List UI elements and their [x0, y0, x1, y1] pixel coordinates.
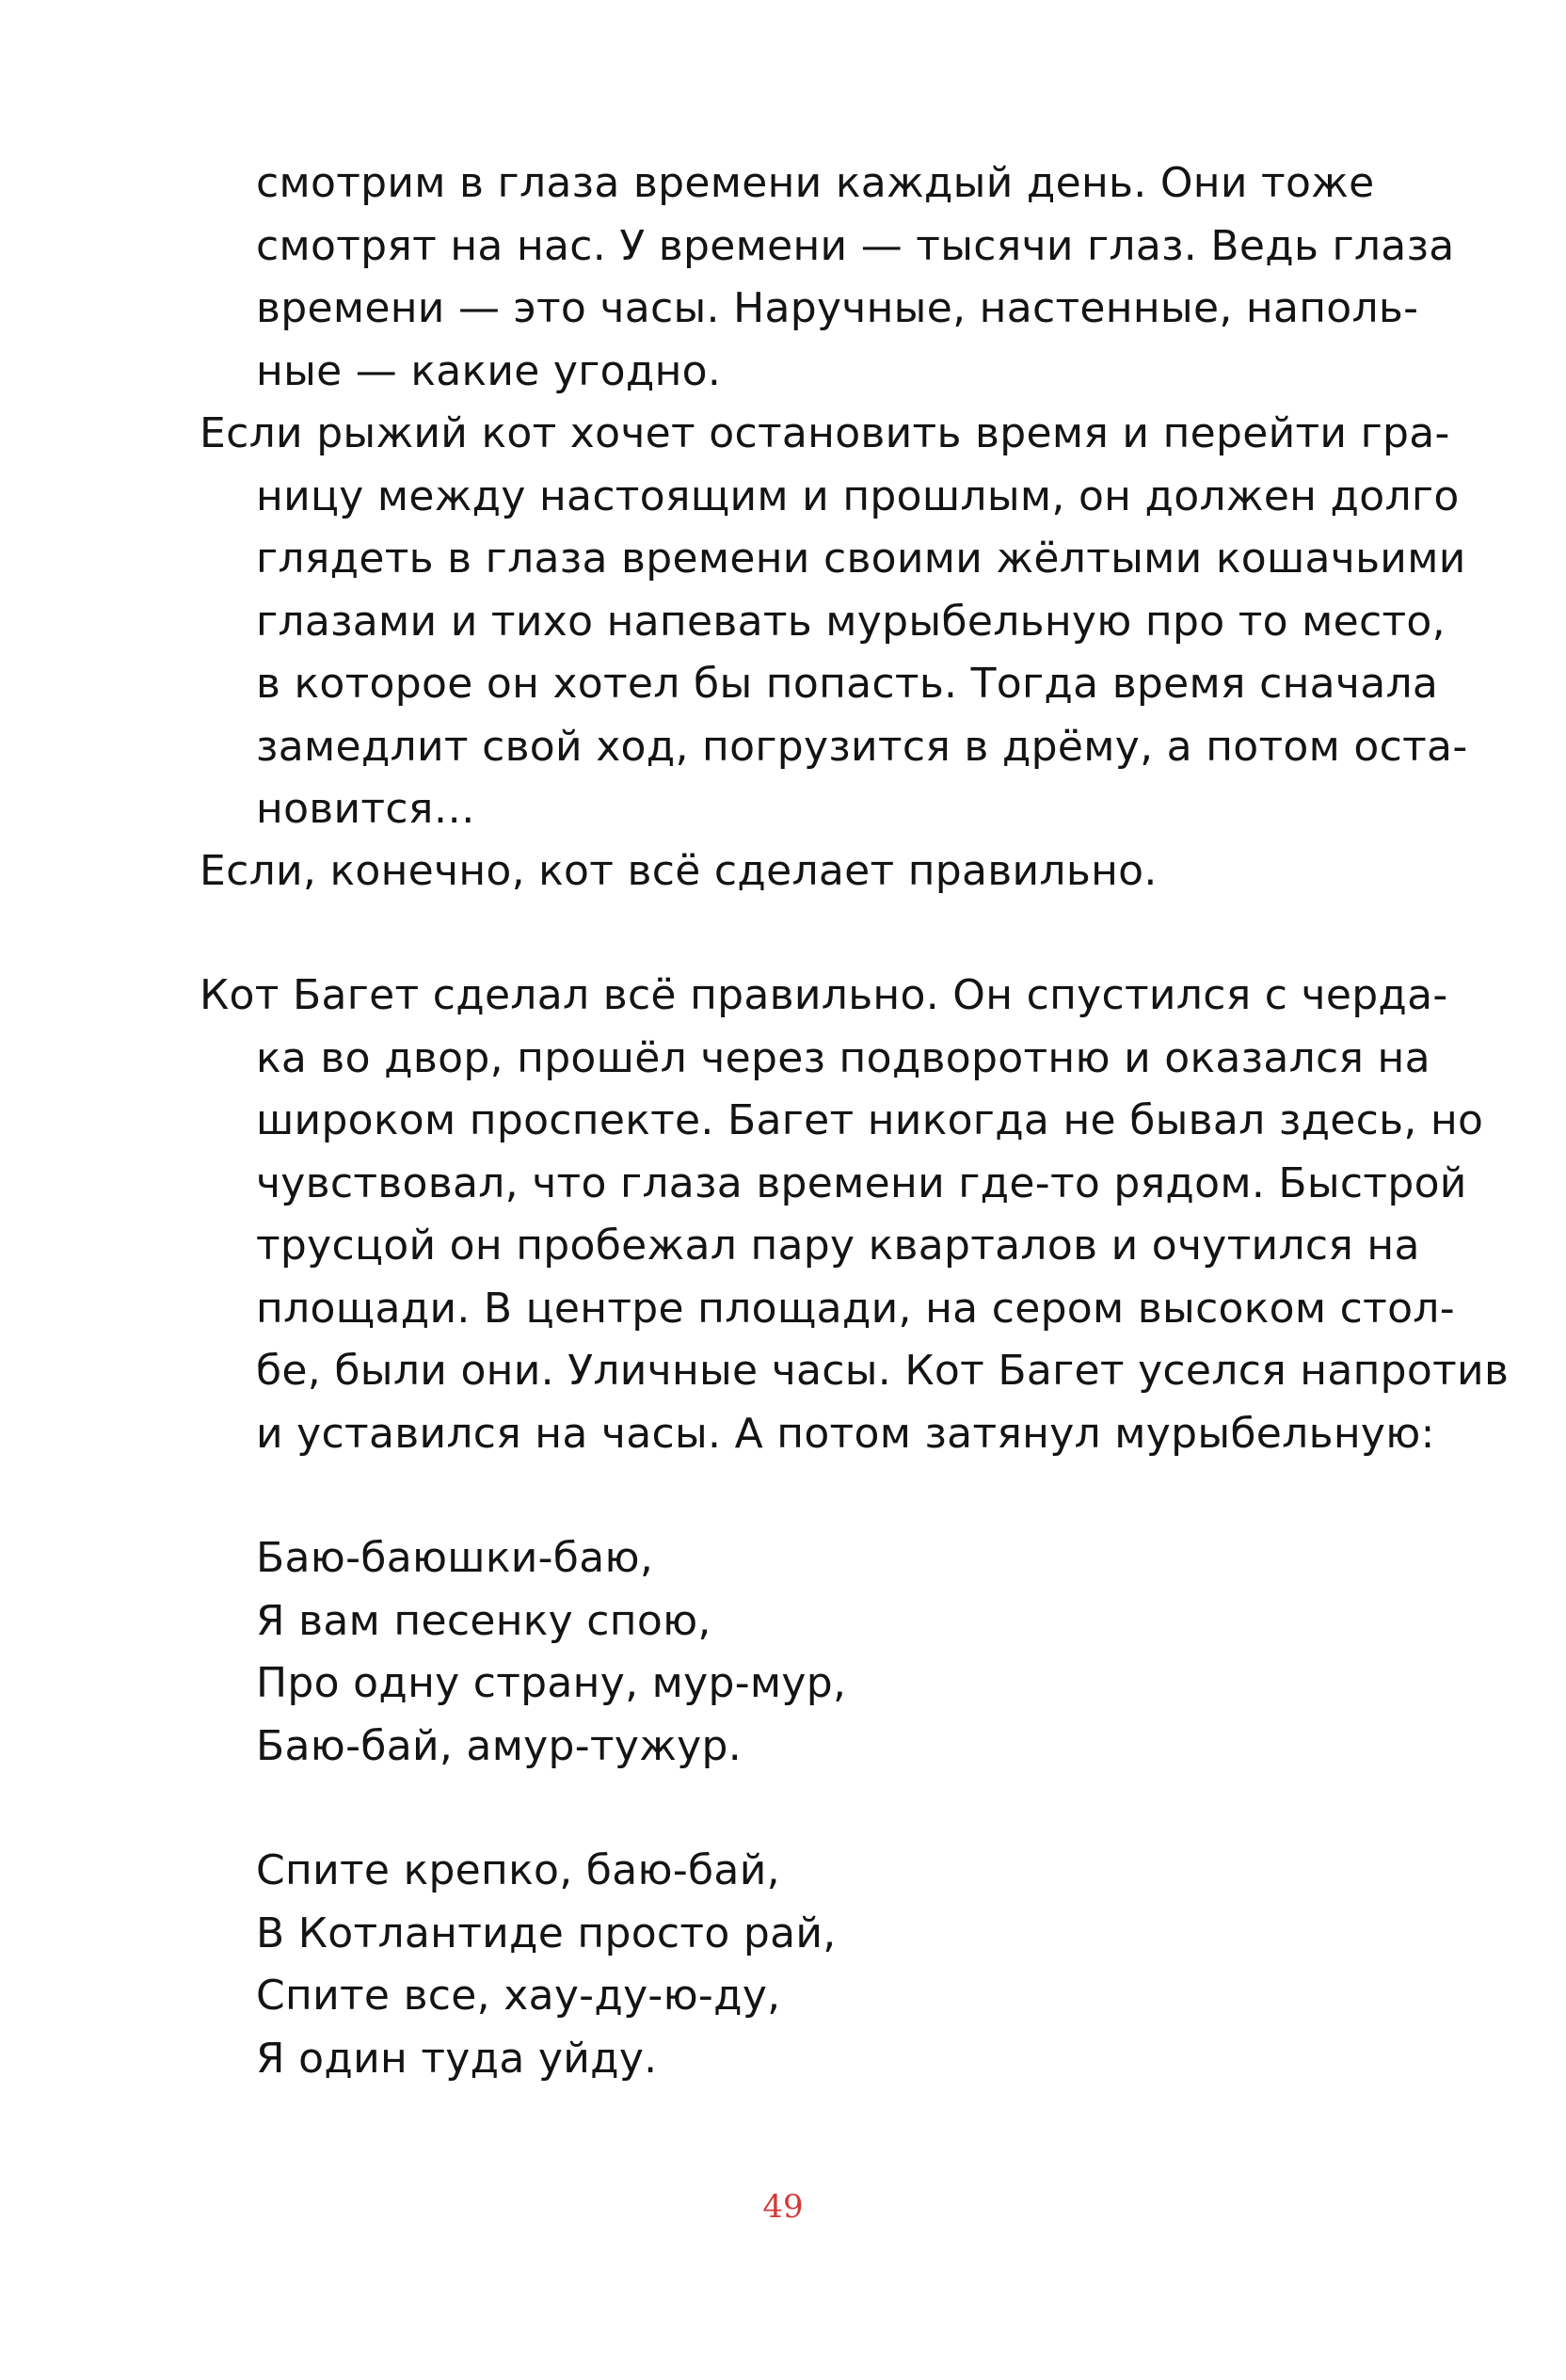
- paragraph-1: [200, 152, 1455, 403]
- paragraph-4-body: [200, 965, 1510, 1465]
- paragraph-line: смотрят на нас. У времени — тысячи глаз. Ведь глаза: [256, 221, 1455, 270]
- paragraph-1-body: [200, 152, 1455, 403]
- verse-line: Баю-баюшки-баю,: [256, 1534, 654, 1582]
- page-number: 49: [762, 2188, 804, 2226]
- verse-line: Я один туда уйду.: [256, 2034, 658, 2083]
- paragraph-2: [200, 403, 1468, 841]
- paragraph-line: широком проспекте. Багет никогда не бывал здесь, но: [256, 1096, 1484, 1144]
- paragraph-line: Если рыжий кот хочет остановить время и перейти гра-: [200, 409, 1450, 457]
- verse-line: В Котлантиде просто рай,: [256, 1909, 837, 1957]
- verse-line: Спите все, хау-ду-ю-ду,: [256, 1972, 781, 2020]
- paragraph-2-body: [200, 403, 1468, 841]
- verse-line: Про одну страну, мур-мур,: [256, 1659, 847, 1707]
- paragraph-line: бе, были они. Уличные часы. Кот Багет уселся напротив: [256, 1347, 1510, 1395]
- paragraph-line: новится…: [256, 785, 475, 833]
- paragraph-3: [200, 840, 1371, 903]
- verse-1-body: [200, 1527, 1371, 1778]
- verse-2-body: [200, 1840, 1371, 2090]
- paragraph-line: площади. В центре площади, на сером высоком стол-: [256, 1284, 1455, 1333]
- paragraph-line: чувствовал, что глаза времени где-то рядом. Быстрой: [256, 1158, 1467, 1207]
- verse-2: [200, 1840, 1371, 2090]
- paragraph-line: замедлит свой ход, погрузится в дрёму, а потом оста-: [256, 722, 1468, 771]
- paragraph-line: Кот Багет сделал всё правильно. Он спустился с черда-: [200, 971, 1448, 1019]
- paragraph-line: и уставился на часы. А потом затянул мурыбельную:: [256, 1409, 1435, 1458]
- paragraph-3-body: [200, 840, 1371, 903]
- paragraph-line: ка во двор, прошёл через подворотню и оказался на: [256, 1033, 1430, 1082]
- verse-line: Спите крепко, баю-бай,: [256, 1846, 780, 1894]
- verse-line: Я вам песенку спою,: [256, 1596, 711, 1645]
- paragraph-line: ные — какие угодно.: [256, 346, 722, 395]
- paragraph-line: Если, конечно, кот всё сделает правильно.: [200, 847, 1158, 895]
- paragraph-line: глядеть в глаза времени своими жёлтыми кошачьими: [256, 535, 1466, 583]
- paragraph-4: [200, 965, 1510, 1465]
- verse-1: [200, 1527, 1371, 1778]
- paragraph-line: глазами и тихо напевать мурыбельную про то место,: [256, 597, 1446, 646]
- paragraph-line: ницу между настоящим и прошлым, он должен долго: [256, 471, 1460, 520]
- verse-line: Баю-бай, амур-тужур.: [256, 1721, 742, 1770]
- paragraph-line: в которое он хотел бы попасть. Тогда время сначала: [256, 660, 1439, 708]
- paragraph-line: трусцой он пробежал пару кварталов и очутился на: [256, 1222, 1420, 1270]
- paragraph-line: времени — это часы. Наручные, настенные, наполь-: [256, 284, 1419, 332]
- paragraph-line: смотрим в глаза времени каждый день. Они тоже: [256, 159, 1375, 207]
